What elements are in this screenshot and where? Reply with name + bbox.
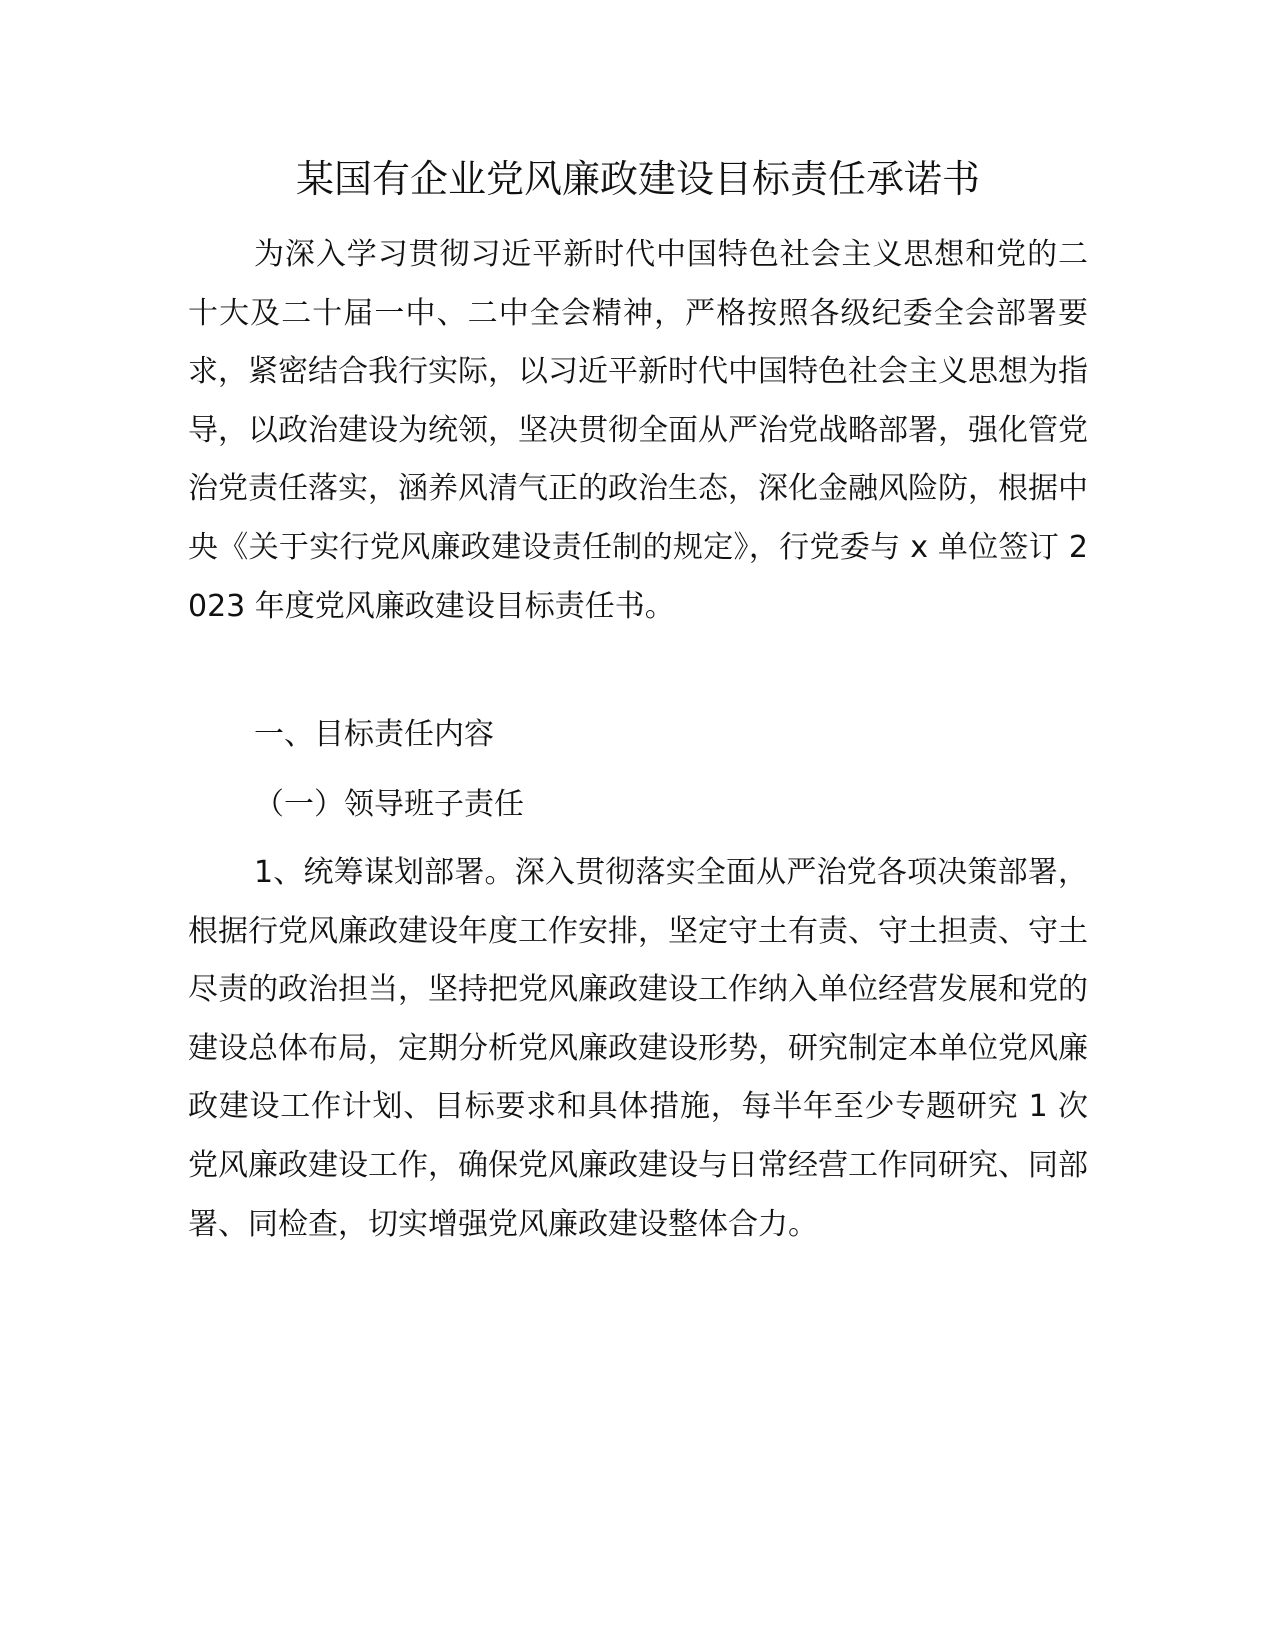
intro-paragraph: 为深入学习贯彻习近平新时代中国特色社会主义思想和党的二十大及二十届一中、二中全会精神，严格按照各级纪委全会部署要求，紧密结合我行实际，以习近平新时代中国特色社会主义思想为指导，以政治建设为统领，坚决贯彻全面从严治党战略部署，强化管党治党责任落实，涵养风清气正的政治生态，深化金融风险防，根据中央《关于实行党风廉政建设责任制的规定》，行党委与 x 单位签订 2023 年度党风廉政建设目标责任书。 <box>188 237 1088 624</box>
item-paragraph-overall-planning: 1、统筹谋划部署。深入贯彻落实全面从严治党各项决策部署，根据行党风廉政建设年度工作安排，坚定守土有责、守土担责、守土尽责的政治担当，坚持把党风廉政建设工作纳入单位经营发展和党的建设总体布局，定期分析党风廉政建设形势，研究制定本单位党风廉政建设工作计划、目标要求和具体措施，每半年至少专题研究 1 次党风廉政建设工作，确保党风廉政建设与日常经营工作同研究、同部署、同检查，切实增强党风廉政建设整体合力。 <box>188 855 1088 1242</box>
section-heading-target-responsibility: 一、目标责任内容 <box>254 717 494 752</box>
subsection-heading-leadership-responsibility: （一）领导班子责任 <box>254 787 524 822</box>
document-title: 某国有企业党风廉政建设目标责任承诺书 <box>295 157 980 201</box>
